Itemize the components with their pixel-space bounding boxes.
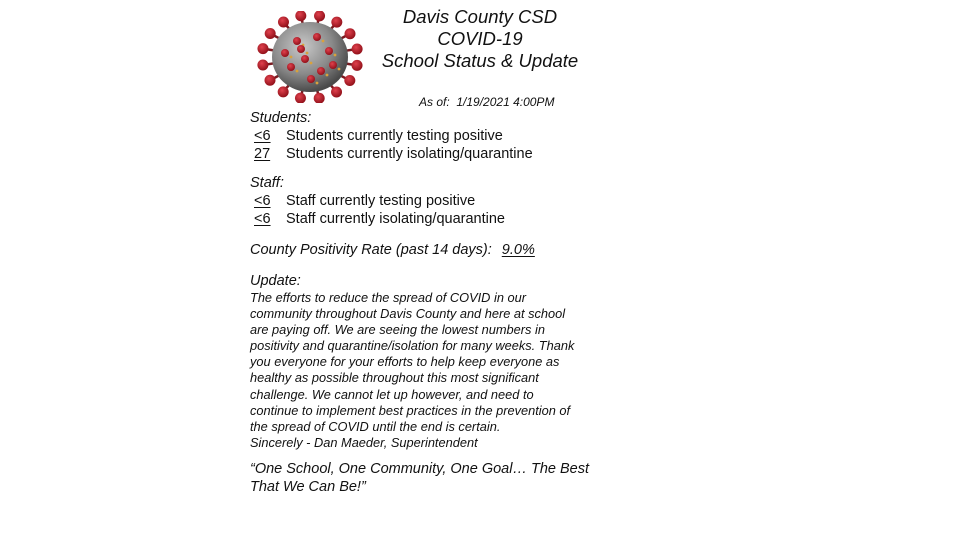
virus-surface-dot (290, 56, 293, 59)
virus-surface-spike (329, 61, 337, 69)
staff-positive-count: <6 (254, 193, 271, 209)
virus-surface-dot (326, 74, 329, 77)
title-line-2: COVID-19 (437, 28, 523, 49)
update-line: community throughout Davis County and here at school (250, 306, 566, 322)
update-line: continue to implement best practices in the prevention of (250, 402, 571, 418)
update-heading-block (250, 272, 301, 290)
virus-spike (295, 93, 306, 103)
students-isolating-count: 27 (254, 146, 271, 162)
title-line-1: Davis County CSD (402, 6, 558, 27)
as-of-value: 1/19/2021 4:00PM (456, 95, 555, 109)
staff-heading: Staff: (250, 175, 284, 191)
update-message (250, 290, 600, 451)
as-of-timestamp (419, 95, 554, 109)
positivity-label: County Positivity Rate (past 14 days): (250, 242, 492, 258)
staff-row-positive (250, 192, 505, 210)
positivity-value: 9.0% (501, 242, 535, 258)
virus-surface-dot (338, 68, 341, 71)
virus-surface-dot (334, 54, 337, 57)
virus-surface-dot (322, 40, 325, 43)
update-line: you everyone for your efforts to help keep everyone as (250, 354, 560, 370)
staff-positive-label: Staff currently testing positive (286, 193, 476, 209)
students-positive-count: <6 (254, 128, 271, 144)
virus-surface-spike (287, 63, 295, 71)
update-heading: Update: (250, 273, 301, 289)
virus-spike (264, 75, 275, 86)
students-positive-label: Students currently testing positive (286, 128, 503, 144)
students-row-isolating (250, 145, 533, 163)
virus-surface-spike (281, 49, 289, 57)
staff-isolating-label: Staff currently isolating/quarantine (286, 211, 505, 227)
virus-surface-dot (316, 82, 319, 85)
coronavirus-icon (255, 11, 365, 103)
virus-surface-spike (307, 75, 315, 83)
virus-spike (344, 75, 355, 86)
update-line: challenge. We cannot let up however, and need to (250, 386, 534, 402)
title-line-3: School Status & Update (381, 50, 579, 71)
virus-surface-dot (296, 70, 299, 73)
staff-row-isolating (250, 210, 505, 228)
motto-line-2: That We Can Be!” (250, 479, 366, 495)
update-line: healthy as possible throughout this most significant (250, 370, 539, 386)
virus-spike (314, 11, 325, 21)
update-line: the spread of COVID until the end is certain. (250, 418, 501, 434)
virus-spike (314, 93, 325, 103)
virus-spike (331, 17, 342, 28)
virus-spike (257, 60, 268, 71)
update-line: positivity and quarantine/isolation for many weeks. Thank (250, 338, 575, 354)
virus-spike (278, 16, 289, 27)
positivity-rate (250, 241, 535, 259)
staff-isolating-count: <6 (254, 211, 271, 227)
page-title (370, 6, 590, 72)
virus-surface-spike (313, 33, 321, 41)
students-heading: Students: (250, 110, 312, 126)
motto-quote (250, 460, 610, 496)
motto-line-1: “One School, One Community, One Goal… The Best (250, 461, 590, 477)
virus-surface-dot (310, 62, 313, 65)
virus-surface-spike (297, 45, 305, 53)
virus-spike (352, 60, 363, 71)
students-row-positive (250, 127, 533, 145)
virus-spike (352, 43, 363, 54)
staff-section (250, 174, 505, 228)
signature: Sincerely - Dan Maeder, Superintendent (250, 434, 478, 450)
virus-spike (278, 86, 289, 97)
virus-surface-spike (301, 55, 309, 63)
update-line: The efforts to reduce the spread of COVID in our (250, 290, 526, 305)
virus-spike (265, 28, 276, 39)
virus-surface-dot (306, 52, 309, 55)
virus-surface-spike (293, 37, 301, 45)
students-isolating-label: Students currently isolating/quarantine (286, 146, 533, 162)
virus-spike (345, 28, 356, 39)
students-section (250, 109, 533, 163)
virus-spike (295, 11, 306, 21)
as-of-label: As of: (419, 95, 450, 109)
virus-spike (331, 87, 342, 98)
virus-spike (257, 43, 268, 54)
virus-surface-spike (317, 67, 325, 75)
virus-surface-spike (325, 47, 333, 55)
update-line: are paying off. We are seeing the lowest numbers in (250, 322, 545, 338)
